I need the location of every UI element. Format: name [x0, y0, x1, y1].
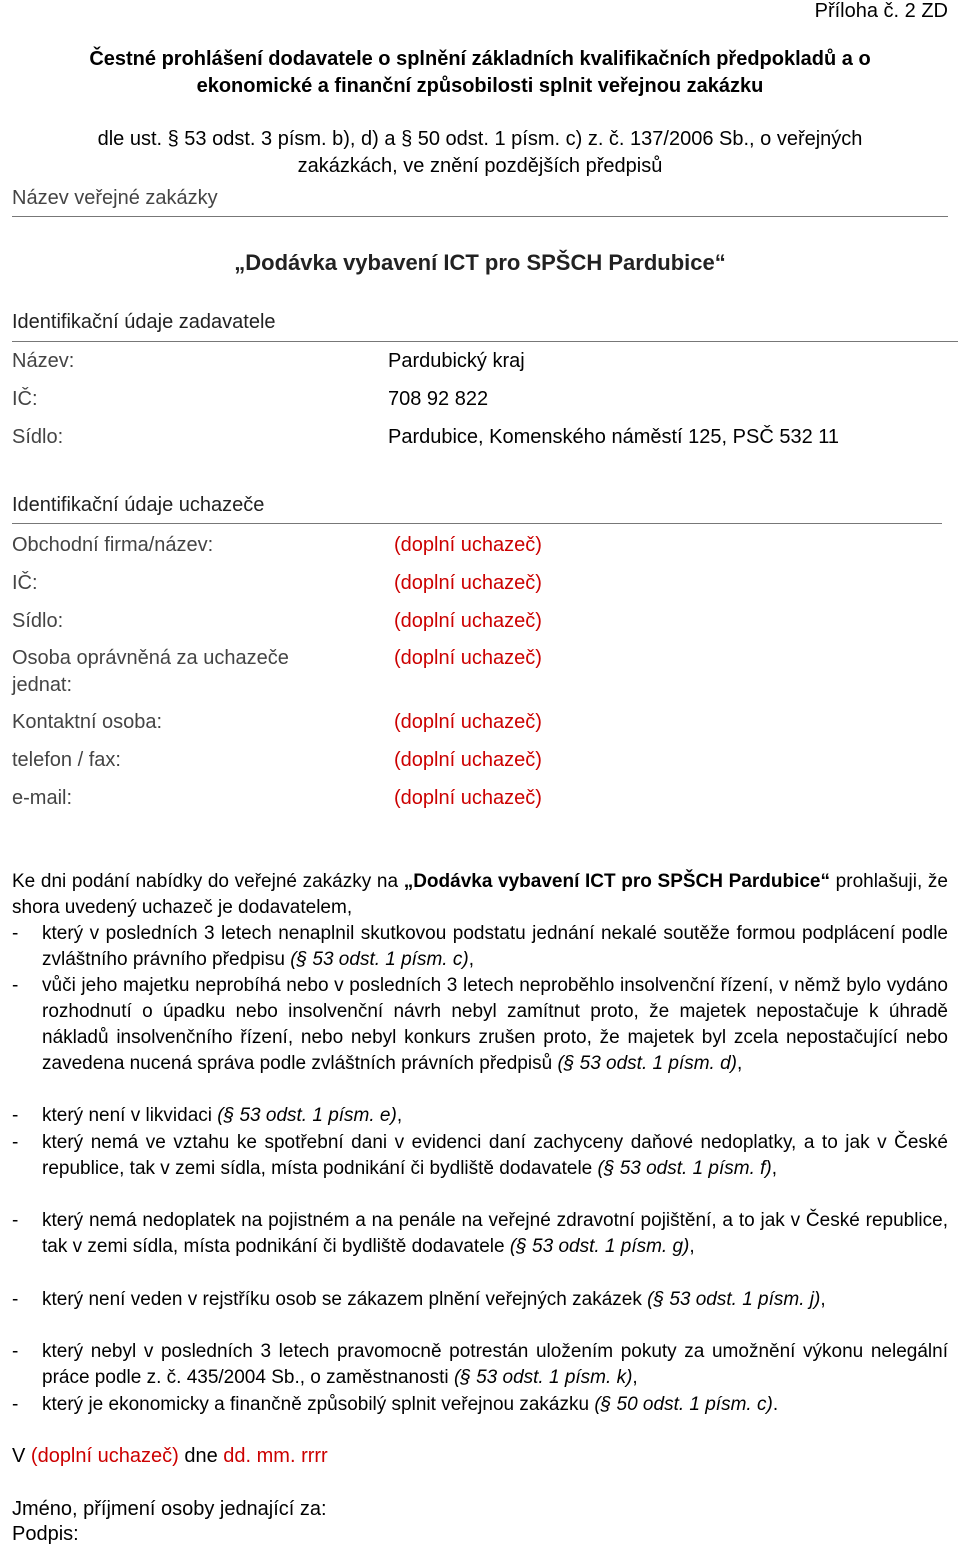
signatory-name-label: Jméno, příjmení osoby jednající za: [12, 1498, 327, 1520]
bidder-company-label: Obchodní firma/název: [12, 534, 214, 556]
signature-label: Podpis: [12, 1523, 79, 1545]
declaration-item-text: který nemá nedoplatek na pojistném a na penále na veřejné zdravotní pojištění, a to jak v České republice, tak v zemi sídla, místa podnikání či bydliště dodavatele [42, 1210, 948, 1257]
declaration-item-text: který nemá ve vztahu ke spotřební dani v evidenci daní zachyceny daňové nedoplatky, a to jak v České republice, tak v zemi sídla, místa podnikání či bydliště dodavatele [42, 1132, 948, 1179]
bidder-seat-value[interactable]: (doplní uchazeč) [394, 610, 542, 632]
document-title-line2: ekonomické a finanční způsobilosti splnit veřejnou zakázku [196, 75, 764, 97]
declaration-contract-name: „Dodávka vybavení ICT pro SPŠCH Pardubice“ [403, 871, 831, 892]
bidder-phone-value[interactable]: (doplní uchazeč) [394, 749, 542, 771]
bidder-representative-label-cont: jednat: [12, 674, 73, 696]
declaration-item-text: který nebyl v posledních 3 letech pravomocně potrestán uložením pokuty za umožnění výkonu nelegální práce podle z. č. 435/2004 Sb., o zaměstnanosti [42, 1341, 948, 1388]
declaration-item-end: , [396, 1105, 403, 1126]
divider [12, 523, 942, 524]
bidder-phone-label: telefon / fax: [12, 749, 121, 771]
declaration-item-end: , [468, 949, 474, 970]
authority-ico-label: IČ: [12, 388, 38, 410]
authority-seat-label: Sídlo: [12, 426, 64, 448]
bidder-ico-label: IČ: [12, 572, 38, 594]
declaration-item-text: který v posledních 3 letech nenaplnil skutkovou podstatu jednání nekalé soutěže formou podplácení podle zvláštního právního předpisu [42, 923, 948, 970]
bidder-heading: Identifikační údaje uchazeče [12, 494, 265, 516]
declaration-item-ref: (§ 50 odst. 1 písm. c) [594, 1394, 773, 1415]
bidder-contact-label: Kontaktní osoba: [12, 711, 163, 733]
declaration-item-text: který není v likvidaci [42, 1105, 213, 1126]
declaration-item-ref: (§ 53 odst. 1 písm. g) [509, 1236, 690, 1257]
declaration-item-ref: (§ 53 odst. 1 písm. f) [597, 1158, 772, 1179]
contract-label: Název veřejné zakázky [12, 187, 218, 209]
declaration-item-end: , [632, 1367, 638, 1388]
bidder-representative-value[interactable]: (doplní uchazeč) [394, 647, 542, 669]
divider [12, 216, 948, 217]
place-prefix: V [12, 1445, 26, 1467]
place-date-line [12, 1445, 328, 1468]
authority-name-value: Pardubický kraj [388, 350, 525, 372]
bidder-contact-value[interactable]: (doplní uchazeč) [394, 711, 542, 733]
authority-seat-value: Pardubice, Komenského náměstí 125, PSČ 532 11 [388, 426, 840, 448]
declaration-intro [12, 869, 948, 921]
bidder-company-value[interactable]: (doplní uchazeč) [394, 534, 542, 556]
declaration-item-ref: (§ 53 odst. 1 písm. k) [453, 1367, 633, 1388]
law-reference-line1: dle ust. § 53 odst. 3 písm. b), d) a § 50 odst. 1 písm. c) z. č. 137/2006 Sb., o veřejných [97, 128, 863, 150]
bidder-representative-label: Osoba oprávněná za uchazeče [12, 647, 289, 669]
declaration-item-text: vůči jeho majetku neprobíhá nebo v posledních 3 letech neproběhlo insolvenční řízení, v němž bylo vydáno rozhodnutí o úpadku nebo insolvenční návrh nebyl zamítnut proto, že majetek nepostačuje k úhradě nákladů insolvenčního řízení, nebo nebyl konkurs zrušen proto, že majetek byl zcela nepostačující nebo zavedena nucená správa podle zvláštních právních předpisů [42, 975, 948, 1074]
bidder-email-value[interactable]: (doplní uchazeč) [394, 787, 542, 809]
declaration-item-end: . [772, 1394, 779, 1415]
declaration-intro-prefix: Ke dni podání nabídky do veřejné zakázky na [12, 871, 399, 892]
declaration-item-text: který je ekonomicky a finančně způsobilý splnit veřejnou zakázku [42, 1394, 590, 1415]
declaration-item-text: který není veden v rejstříku osob se zákazem plnění veřejných zakázek [42, 1289, 642, 1310]
declaration-intro-suffix: prohlašuji, že shora uvedený uchazeč je dodavatelem, [12, 871, 948, 918]
bidder-seat-label: Sídlo: [12, 610, 64, 632]
authority-heading: Identifikační údaje zadavatele [12, 311, 276, 333]
declaration-item-end: , [771, 1158, 778, 1179]
annex-label: Příloha č. 2 ZD [814, 0, 948, 22]
declaration-item-ref: (§ 53 odst. 1 písm. e) [217, 1105, 397, 1126]
declaration-item-ref: (§ 53 odst. 1 písm. c) [290, 949, 469, 970]
document-title-line1: Čestné prohlášení dodavatele o splnění základních kvalifikačních předpokladů a o [89, 48, 871, 70]
date-prefix: dne [184, 1445, 218, 1467]
authority-name-label: Název: [12, 350, 75, 372]
law-reference-line2: zakázkách, ve znění pozdějších předpisů [297, 155, 663, 177]
authority-ico-value: 708 92 822 [388, 388, 489, 410]
bidder-ico-value[interactable]: (doplní uchazeč) [394, 572, 542, 594]
declaration-item-ref: (§ 53 odst. 1 písm. j) [647, 1289, 821, 1310]
date-value[interactable]: dd. mm. rrrr [223, 1445, 328, 1467]
declaration-item-ref: (§ 53 odst. 1 písm. d) [557, 1053, 737, 1074]
contract-name: „Dodávka vybavení ICT pro SPŠCH Pardubice“ [234, 250, 726, 275]
bidder-email-label: e-mail: [12, 787, 73, 809]
place-value[interactable]: (doplní uchazeč) [30, 1445, 179, 1467]
declaration-item-end: , [820, 1289, 826, 1310]
declaration-item-end: , [736, 1053, 743, 1074]
divider [12, 341, 958, 342]
declaration-item-end: , [689, 1236, 695, 1257]
